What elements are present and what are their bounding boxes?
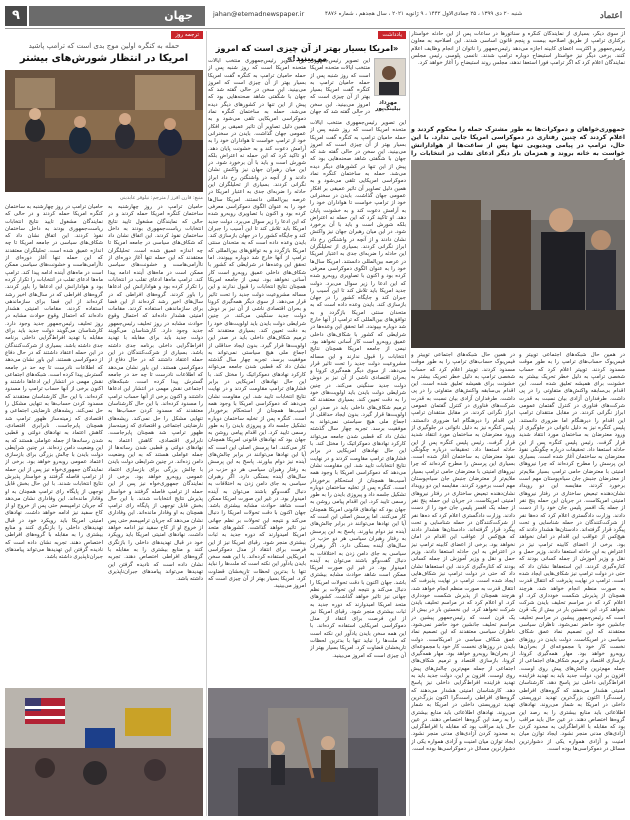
- middle-headline: «امریکا بسیار بهتر از آن چیزی است که امروز می‌بینید!»: [215, 43, 399, 63]
- right-body-column-right: در همین حال شبکه‌های اجتماعی توییتر و فیس‌بوک حساب‌های ترامپ را به طور موقت مسدود کردند. توییتر اعلام کرد که حساب شخصی ترامپ به دلیل خطر تحریک بیشتر به خشونت برای همیشه تعلیق شده است. این اقدام بی‌سابقه واکنش‌های متفاوتی را در پی داشت. طرفداران آزادی بیان نسبت به قدرت شرکت‌های فناوری در کنترل گفتمان عمومی ابراز نگرانی کردند. در مقابل منتقدان ترامپ این اقدام را دیرهنگام اما ضروری دانستند. پلیس کنگره نیز به دلیل ناتوانی در جلوگیری از ورود معترضان به ساختمان مورد انتقاد شدید قرار گرفت. رئیس پلیس کنگره پس از این حادثه استعفا داد. تحقیقات درباره چگونگی نفوذ معترضان به ساختمان آغاز شده است. بسیاری این پرسش را مطرح کرده‌اند که چرا نیروهای امنیتی با معترضان حامی ترامپ بسیار ملایم‌تر از معترضان جنبش جان سیاه‌پوستان مهم است برخورد کردند. مقایسه این دو رویداد نشان‌دهنده تبعیض ساختاری در رفتار نیروهای امنیتی امریکاست. در جریان این حمله پنج نفر از جمله یک افسر پلیس جان خود را از دست دادند. وزارت دادگستری اعلام کرد که ده‌ها نفر از شرکت‌کنندگان در حمله شناسایی و تحت پیگرد قرار گرفته‌اند. دادستان‌ها هشدار دادند که هیچ‌کس از عواقب این اقدام در امان نخواهد بود. برخی از اعضای کابینه ترامپ نیز در اعتراض به این حادثه استعفا دادند. وزیر حمل و نقل و وزیر آموزش از جمله کسانی بودند که کناره‌گیری کردند. این استعفاها نشان داد که حتی در دولت ترامپ نیز شکاف‌هایی ایجاد شده است. ترامپ در نهایت پذیرفت که انتقال قدرت به صورت منظم انجام خواهد شد، هرچند همچنان از پذیرش شکست خودداری کرد. او اعلام کرد که در مراسم تحلیف بایدن شرکت نخواهد کرد. این نخستین بار در بیش از یک قرن است که رئیس‌جمهور پیشین در مراسم تحلیف جانشین خود حاضر نمی‌شود. ناظران سیاسی معتقدند که این تصمیم نماد عمق شکاف سیاسی در امریکاست. دولت بایدن در روزهای نخست کار خود با مجموعه‌ای از بحران‌ها روبه‌رو خواهد بود. مهار همه‌گیری کرونا، بازسازی اقتصاد و ترمیم شکاف‌های اجتماعی از جمله مهم‌ترین چالش‌های پیش روی اوست. افزون بر این، دولت جدید باید به تهدید فزاینده افراط‌گرایی داخلی نیز پاسخ دهد. کارشناسان امنیتی هشدار می‌دهند که گروه‌های افراطی راست‌گرا اکنون بزرگ‌ترین تهدید تروریستی داخلی در امریکا به شمار می‌روند. نهادهای اطلاعاتی باید منابع بیشتری را به رصد این گروه‌ها اختصاص دهند. در عین حال باید مراقب بود که مقابله با افراط‌گرایی به محدود کردن آزادی‌های مدنی منجر نشود. ایجاد توازن میان امنیت و آزادی همواره یکی از دشوارترین مسائل در دموکراسی‌ها بوده است.: [519, 352, 625, 753]
- section-tag: یادداشت: [378, 31, 406, 39]
- left-kicker: [5, 31, 203, 40]
- masthead-rule: [5, 28, 625, 29]
- left-body-column-left: حامیان ترامپ در روز چهارشنبه به ساختمان کنگره امریکا حمله کردند و در حالی که نمایندگان مشغول تایید نتایج انتخابات ریاست‌جمهوری بودند به داخل ساختمان نفوذ کردند. این اتفاق نشان داد که شکاف‌های سیاسی در جامعه امریکا تا چه اندازه عمیق شده است. تحلیلگران معتقدند که این حمله تنها آغاز دوره‌ای از ناآرامی‌هاست و خشونت‌های سیاسی ممکن است در ماه‌های آینده ادامه پیدا کند. ترامپ ماه‌ها ادعای تقلب در انتخابات را تکرار کرده بود و هوادارانش این ادعاها را باور کردند. گروه‌های افراطی که در سال‌های اخیر رشد کرده‌اند از این فضا برای سازماندهی استفاده کردند. مقامات امنیتی هشدار داده‌اند که احتمال وقوع حوادث مشابه در روز تحلیف رئیس‌جمهور جدید وجود دارد. کارشناسان می‌گویند دولت جدید باید برای مقابله با تهدید افراط‌گرایی داخلی برنامه جدی داشته باشد. بسیاری از شرکت‌کنندگان در این حمله اعتقاد داشتند که در حال دفاع از دموکراسی هستند. این باور نشان می‌دهد که اطلاعات نادرست تا چه حد در جامعه گسترش پیدا کرده است. شبکه‌های اجتماعی نقش مهمی در انتشار این ادعاها داشتند و اکنون برخی از آنها حساب ترامپ را مسدود کرده‌اند. با این حال کارشناسان معتقدند که مسدود کردن حساب‌ها به تنهایی مشکل را حل نمی‌کند. ریشه‌های نارضایتی اجتماعی و اقتصادی که زمینه‌ساز ظهور ترامپ شد همچنان پابرجاست. نابرابری اقتصادی، کاهش اعتماد به نهادهای دولتی و قطبی شدن رسانه‌ها از جمله عواملی هستند که به این وضعیت دامن زده‌اند. در چنین شرایطی دولت بایدن با چالش بزرگی برای بازسازی اعتماد عمومی روبه‌رو خواهد بود. برخی از نمایندگان جمهوری‌خواه نیز پس از این حمله از ترامپ فاصله گرفتند و خواستار پذیرش نتایج انتخابات شدند. با این حال بخش قابل توجهی از پایگاه رای ترامپ همچنان به او وفادار مانده‌اند. این وفاداری نشان می‌دهد که جریان ترامپیسم حتی پس از خروج او از کاخ سفید نیز ادامه خواهد داشت. نهادهای امنیتی امریکا باید رویکرد خود در قبال تهدیدهای داخلی را بازنگری کنند و منابع بیشتری را به مقابله با گروه‌های افراطی اختصاص دهند. تجربه نشان داده است که نادیده گرفتن این تهدیدها می‌تواند پیامدهای جبران‌ناپذیری داشته باشد.: [5, 204, 103, 561]
- capitol-police-photo: [411, 160, 625, 348]
- middle-body-column-right: این تصویر رئیس‌جمهوری منتخب ایالات متحده امریکا است که روز شنبه پس از حمله حامیان ترامپ به کنگره گفت امریکا بسیار بهتر از آن چیزی است که امروز می‌بینید. این سخن در حالی گفته شد که جهان با شگفتی شاهد صحنه‌هایی بود که پیش از این تنها در کشورهای دیگر دیده می‌شد. حمله به ساختمان کنگره نماد دموکراسی امریکایی تلقی می‌شود و به همین دلیل تصاویر آن تاثیر عمیقی بر افکار عمومی جهان گذاشت. بایدن در سخنرانی خود از ترامپ خواست تا هواداران خود را به آرامش دعوت کند و به خشونت پایان دهد. او تاکید کرد که این حمله نه اعتراض بلکه شورش است و باید با آن برخورد شود. در این میان رهبران جهان نیز واکنش نشان دادند و از آنچه در واشنگتن رخ داد ابراز نگرانی کردند. بسیاری از تحلیلگران این حادثه را ضربه‌ای جدی به اعتبار امریکا در عرصه بین‌المللی دانستند. امریکا سال‌ها خود را به عنوان الگوی دموکراسی معرفی کرده بود و اکنون با تصاویری روبه‌رو شده که این ادعا را زیر سوال می‌برد. دولت جدید امریکا باید تلاش کند تا این آسیب را جبران کند و جایگاه کشور را در جهان بازسازی کند. بایدن وعده داده است که به متحدان سنتی امریکا بازگردد و به توافق‌های بین‌المللی که ترامپ از آنها خارج شد دوباره بپیوندد. اما تحقق این وعده‌ها در شرایطی که کشور با شکاف‌های داخلی عمیق روبه‌رو است کار آسانی نخواهد بود. نیمی از جامعه امریکا همچنان نتایج انتخابات را قبول ندارند و این مساله مشروعیت دولت جدید را تحت تاثیر قرار می‌دهد. از سوی دیگر همه‌گیری کرونا و بحران اقتصادی ناشی از آن نیز بر دوش دولت جدید سنگینی می‌کند. در چنین شرایطی دولت بایدن باید اولویت‌های خود را به دقت تعیین کند. بسیاری معتقدند که ترمیم شکاف‌های داخلی باید در صدر این اولویت‌ها قرار گیرد. بدون ایجاد حداقلی از اجماع ملی هیچ سیاستی نمی‌تواند به موفقیت برسد. تجربه چهار سال گذشته نشان داد که قطبی شدن جامعه می‌تواند کارکرد نهادهای دموکراتیک را مختل کند. با این حال نهادهای امریکایی در برابر فشارهای ترامپ مقاومت کردند و در نهایت نتایج انتخابات تایید شد. این مقاومت نشان می‌دهد که دموکراسی امریکا با وجود همه آسیب‌ها همچنان از استحکام برخوردار است. کنگره پس از تخلیه ساختمان دوباره تشکیل جلسه داد و پیروزی بایدن را به طور رسمی تایید کرد. این اقدام پیامی روشن به جهان بود که نهادهای قانونی امریکا همچنان کار می‌کنند. اما پرسش اصلی این است که آیا این نهادها می‌توانند در برابر چالش‌های آینده نیز دوام بیاورند. پاسخ به این پرسش به رفتار رهبران سیاسی هر دو حزب در سال‌های آینده بستگی دارد. اگر رهبران سیاسی به جای دامن زدن به اختلافات به دنبال گفت‌وگو باشند می‌توان به آینده امیدوار بود. در غیر این صورت امریکا ممکن است شاهد حوادث مشابه بیشتری باشد. جهان اکنون با دقت تحولات امریکا را دنبال می‌کند و نتیجه این تحولات بر نظم جهانی نیز تاثیر خواهد گذاشت. کشورهای متحد امریکا امیدوارند که دوره جدید به ثبات بیشتری منجر شود. رقبای امریکا نیز از این فرصت برای انتقاد از مدل دموکراسی امریکایی استفاده کرده‌اند. با این همه سخن بایدن یادآور این نکته است که ملت‌ها را نباید تنها با بدترین لحظات تاریخشان قضاوت کرد. امریکا بسیار بهتر از آن چیزی است که امروز می‌بینید.: [310, 120, 406, 659]
- section-email: jahan@etemadnewspaper.ir: [213, 10, 305, 18]
- capitol-riot-photo: [208, 688, 406, 816]
- middle-kicker: [208, 31, 406, 40]
- middle-body-column-left: این تصویر رئیس‌جمهوری منتخب ایالات متحده امریکا است که روز شنبه پس از حمله حامیان ترامپ به کنگره گفت امریکا بسیار بهتر از آن چیزی است که امروز می‌بینید. این سخن در حالی گفته شد که جهان با شگفتی شاهد صحنه‌هایی بود که پیش از این تنها در کشورهای دیگر دیده می‌شد. حمله به ساختمان کنگره نماد دموکراسی امریکایی تلقی می‌شود و به همین دلیل تصاویر آن تاثیر عمیقی بر افکار عمومی جهان گذاشت. بایدن در سخنرانی خود از ترامپ خواست تا هواداران خود را به آرامش دعوت کند و به خشونت پایان دهد. او تاکید کرد که این حمله نه اعتراض بلکه شورش است و باید با آن برخورد شود. در این میان رهبران جهان نیز واکنش نشان دادند و از آنچه در واشنگتن رخ داد ابراز نگرانی کردند. بسیاری از تحلیلگران این حادثه را ضربه‌ای جدی به اعتبار امریکا در عرصه بین‌المللی دانستند. امریکا سال‌ها خود را به عنوان الگوی دموکراسی معرفی کرده بود و اکنون با تصاویری روبه‌رو شده که این ادعا را زیر سوال می‌برد. دولت جدید امریکا باید تلاش کند تا این آسیب را جبران کند و جایگاه کشور را در جهان بازسازی کند. بایدن وعده داده است که به متحدان سنتی امریکا بازگردد و به توافق‌های بین‌المللی که ترامپ از آنها خارج شد دوباره بپیوندد. اما تحقق این وعده‌ها در شرایطی که کشور با شکاف‌های داخلی عمیق روبه‌رو است کار آسانی نخواهد بود. نیمی از جامعه امریکا همچنان نتایج انتخابات را قبول ندارند و این مساله مشروعیت دولت جدید را تحت تاثیر قرار می‌دهد. از سوی دیگر همه‌گیری کرونا و بحران اقتصادی ناشی از آن نیز بر دوش دولت جدید سنگینی می‌کند. در چنین شرایطی دولت بایدن باید اولویت‌های خود را به دقت تعیین کند. بسیاری معتقدند که ترمیم شکاف‌های داخلی باید در صدر این اولویت‌ها قرار گیرد. بدون ایجاد حداقلی از اجماع ملی هیچ سیاستی نمی‌تواند به موفقیت برسد. تجربه چهار سال گذشته نشان داد که قطبی شدن جامعه می‌تواند کارکرد نهادهای دموکراتیک را مختل کند. با این حال نهادهای امریکایی در برابر فشارهای ترامپ مقاومت کردند و در نهایت نتایج انتخابات تایید شد. این مقاومت نشان می‌دهد که دموکراسی امریکا با وجود همه آسیب‌ها همچنان از استحکام برخوردار است. کنگره پس از تخلیه ساختمان دوباره تشکیل جلسه داد و پیروزی بایدن را به طور رسمی تایید کرد. این اقدام پیامی روشن به جهان بود که نهادهای قانونی امریکا همچنان کار می‌کنند. اما پرسش اصلی این است که آیا این نهادها می‌توانند در برابر چالش‌های آینده نیز دوام بیاورند. پاسخ به این پرسش به رفتار رهبران سیاسی هر دو حزب در سال‌های آینده بستگی دارد. اگر رهبران سیاسی به جای دامن زدن به اختلافات به دنبال گفت‌وگو باشند می‌توان به آینده امیدوار بود. در غیر این صورت امریکا ممکن است شاهد حوادث مشابه بیشتری باشد. جهان اکنون با دقت تحولات امریکا را دنبال می‌کند و نتیجه این تحولات بر نظم جهانی نیز تاثیر خواهد گذاشت. کشورهای متحد امریکا امیدوارند که دوره جدید به ثبات بیشتری منجر شود. رقبای امریکا نیز از این فرصت برای انتقاد از مدل دموکراسی امریکایی استفاده کرده‌اند. با این همه سخن بایدن یادآور این نکته است که ملت‌ها را نباید تنها با بدترین لحظات تاریخشان قضاوت کرد. امریکا بسیار بهتر از آن چیزی است که امروز می‌بینید.: [208, 58, 306, 590]
- column-divider: [409, 31, 410, 816]
- right-lead-paragraph: جمهوری‌خواهان و دموکرات‌ها به طور مشترک حمله را محکوم کردند و اعلام کردند که چنین رفتاری در دموکراسی امریکا جایی ندارد. با این حال، ترامپ در پیامی ویدیویی تنها پس از ساعت‌ها از هوادارانش خواست به خانه بروند و همزمان بار دیگر ادعای تقلب در انتخابات را: [411, 126, 625, 157]
- middle-intro-column: این تصویر رئیس‌جمهوری منتخب ایالات متحده امریکا است که روز شنبه پس از حمله حامیان ترامپ به کنگره گفت امریکا بسیار بهتر از آن چیزی است که امروز می‌بینید. این سخن در حالی گفته شد که جهان: [310, 58, 370, 116]
- protest-flags-photo: [5, 688, 203, 816]
- left-subheadline: حمله به کنگره اولین موج بدی است که ترامپ پاشید: [28, 42, 180, 50]
- masthead: [5, 6, 625, 26]
- capitol-chamber-photo: [5, 70, 203, 192]
- right-intro: از سوی دیگر، بسیاری از نمایندگان کنگره و سناتورها در ساعات پس از این حادثه خواستار برکناری ترامپ از طریق اصلاحیه بیست و پنجم قانون اساسی شدند. این اصلاحیه به معاون رئیس‌جمهور و اکثریت اعضای کابینه اجازه می‌دهد رئیس‌جمهور را ناتوان از انجام وظایف اعلام کنند. برخی دیگر نیز خواستار استیضاح دوباره ترامپ شدند. نانسی پلوسی رئیس مجلس نمایندگان اعلام کرد که اگر ترامپ فورا استعفا ندهد، مجلس روند استیضاح را آغاز خواهد کرد.: [411, 31, 625, 67]
- author-name: مهرداد بیلینگ‌پور: [375, 100, 401, 112]
- newspaper-logo: اعتماد: [599, 11, 623, 21]
- column-divider: [206, 31, 207, 816]
- author-photo: [374, 58, 406, 96]
- page-number: ۹: [5, 6, 27, 26]
- left-body-column-right: حامیان ترامپ در روز چهارشنبه به ساختمان کنگره امریکا حمله کردند و در حالی که نمایندگان مشغول تایید نتایج انتخابات ریاست‌جمهوری بودند به داخل ساختمان نفوذ کردند. این اتفاق نشان داد که شکاف‌های سیاسی در جامعه امریکا تا چه اندازه عمیق شده است. تحلیلگران معتقدند که این حمله تنها آغاز دوره‌ای از ناآرامی‌هاست و خشونت‌های سیاسی ممکن است در ماه‌های آینده ادامه پیدا کند. ترامپ ماه‌ها ادعای تقلب در انتخابات را تکرار کرده بود و هوادارانش این ادعاها را باور کردند. گروه‌های افراطی که در سال‌های اخیر رشد کرده‌اند از این فضا برای سازماندهی استفاده کردند. مقامات امنیتی هشدار داده‌اند که احتمال وقوع حوادث مشابه در روز تحلیف رئیس‌جمهور جدید وجود دارد. کارشناسان می‌گویند دولت جدید باید برای مقابله با تهدید افراط‌گرایی داخلی برنامه جدی داشته باشد. بسیاری از شرکت‌کنندگان در این حمله اعتقاد داشتند که در حال دفاع از دموکراسی هستند. این باور نشان می‌دهد که اطلاعات نادرست تا چه حد در جامعه گسترش پیدا کرده است. شبکه‌های اجتماعی نقش مهمی در انتشار این ادعاها داشتند و اکنون برخی از آنها حساب ترامپ را مسدود کرده‌اند. با این حال کارشناسان معتقدند که مسدود کردن حساب‌ها به تنهایی مشکل را حل نمی‌کند. ریشه‌های نارضایتی اجتماعی و اقتصادی که زمینه‌ساز ظهور ترامپ شد همچنان پابرجاست. نابرابری اقتصادی، کاهش اعتماد به نهادهای دولتی و قطبی شدن رسانه‌ها از جمله عواملی هستند که به این وضعیت دامن زده‌اند. در چنین شرایطی دولت بایدن با چالش بزرگی برای بازسازی اعتماد عمومی روبه‌رو خواهد بود. برخی از نمایندگان جمهوری‌خواه نیز پس از این حمله از ترامپ فاصله گرفتند و خواستار پذیرش نتایج انتخابات شدند. با این حال بخش قابل توجهی از پایگاه رای ترامپ همچنان به او وفادار مانده‌اند. این وفاداری نشان می‌دهد که جریان ترامپیسم حتی پس از خروج او از کاخ سفید نیز ادامه خواهد داشت. نهادهای امنیتی امریکا باید رویکرد خود در قبال تهدیدهای داخلی را بازنگری کنند و منابع بیشتری را به مقابله با گروه‌های افراطی اختصاص دهند. تجربه نشان داده است که نادیده گرفتن این تهدیدها می‌تواند پیامدهای جبران‌ناپذیری داشته باشد.: [108, 204, 203, 583]
- left-headline: امریکا در انتظار شورش‌های بیشتر: [19, 53, 189, 64]
- section-label: جهان: [29, 6, 205, 26]
- right-body-column-left: در همین حال شبکه‌های اجتماعی توییتر و فیس‌بوک حساب‌های ترامپ را به طور موقت مسدود کردند. توییتر اعلام کرد که حساب شخصی ترامپ به دلیل خطر تحریک بیشتر به خشونت برای همیشه تعلیق شده است. این اقدام بی‌سابقه واکنش‌های متفاوتی را در پی داشت. طرفداران آزادی بیان نسبت به قدرت شرکت‌های فناوری در کنترل گفتمان عمومی ابراز نگرانی کردند. در مقابل منتقدان ترامپ این اقدام را دیرهنگام اما ضروری دانستند. پلیس کنگره نیز به دلیل ناتوانی در جلوگیری از ورود معترضان به ساختمان مورد انتقاد شدید قرار گرفت. رئیس پلیس کنگره پس از این حادثه استعفا داد. تحقیقات درباره چگونگی نفوذ معترضان به ساختمان آغاز شده است. بسیاری این پرسش را مطرح کرده‌اند که چرا نیروهای امنیتی با معترضان حامی ترامپ بسیار ملایم‌تر از معترضان جنبش جان سیاه‌پوستان مهم است برخورد کردند. مقایسه این دو رویداد نشان‌دهنده تبعیض ساختاری در رفتار نیروهای امنیتی امریکاست. در جریان این حمله پنج نفر از جمله یک افسر پلیس جان خود را از دست دادند. وزارت دادگستری اعلام کرد که ده‌ها نفر از شرکت‌کنندگان در حمله شناسایی و تحت پیگرد قرار گرفته‌اند. دادستان‌ها هشدار دادند که هیچ‌کس از عواقب این اقدام در امان نخواهد بود. برخی از اعضای کابینه ترامپ نیز در اعتراض به این حادثه استعفا دادند. وزیر حمل و نقل و وزیر آموزش از جمله کسانی بودند که کناره‌گیری کردند. این استعفاها نشان داد که حتی در دولت ترامپ نیز شکاف‌هایی ایجاد شده است. ترامپ در نهایت پذیرفت که انتقال قدرت به صورت منظم انجام خواهد شد، هرچند همچنان از پذیرش شکست خودداری کرد. او اعلام کرد که در مراسم تحلیف بایدن شرکت نخواهد کرد. این نخستین بار در بیش از یک قرن است که رئیس‌جمهور پیشین در مراسم تحلیف جانشین خود حاضر نمی‌شود. ناظران سیاسی معتقدند که این تصمیم نماد عمق شکاف سیاسی در امریکاست. دولت بایدن در روزهای نخست کار خود با مجموعه‌ای از بحران‌ها روبه‌رو خواهد بود. مهار همه‌گیری کرونا، بازسازی اقتصاد و ترمیم شکاف‌های اجتماعی از جمله مهم‌ترین چالش‌های پیش روی اوست. افزون بر این، دولت جدید باید به تهدید فزاینده افراط‌گرایی داخلی نیز پاسخ دهد. کارشناسان امنیتی هشدار می‌دهند که گروه‌های افراطی راست‌گرا اکنون بزرگ‌ترین تهدید تروریستی داخلی در امریکا به شمار می‌روند. نهادهای اطلاعاتی باید منابع بیشتری را به رصد این گروه‌ها اختصاص دهند. در عین حال باید مراقب بود که مقابله با افراط‌گرایی به محدود کردن آزادی‌های مدنی منجر نشود. ایجاد توازن میان امنیت و آزادی همواره یکی از دشوارترین مسائل در دموکراسی‌ها بوده است.: [411, 352, 515, 753]
- dateline: شنبه ۲۰ دی ۱۳۹۹ ، ۲۵ جمادی‌الاول ۱۴۴۲ ، ۹ ژانویه ۲۰۲۱ ، سال هجدهم ، شماره ۴۸۷۶: [325, 11, 523, 17]
- left-byline: منبع: فارن افرز / مترجم: نیلوفر عابدینی: [119, 195, 203, 201]
- section-tag: ترجمه روز: [171, 31, 203, 39]
